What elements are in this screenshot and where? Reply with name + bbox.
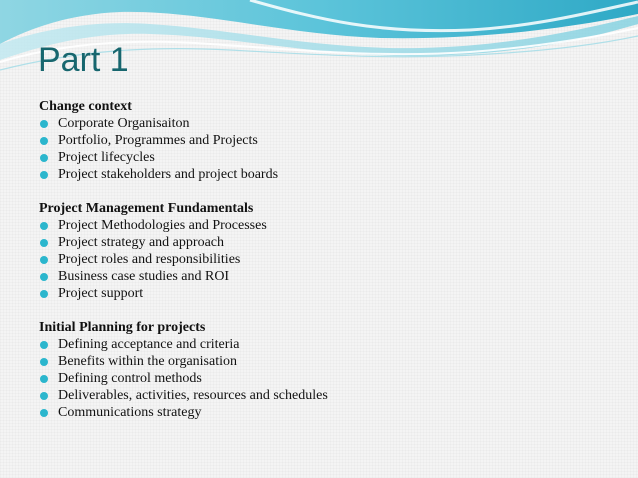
list-item-text: Portfolio, Programmes and Projects [58, 133, 258, 148]
list-item-text: Business case studies and ROI [58, 269, 230, 284]
section-change-context [39, 98, 619, 183]
list-item [39, 234, 619, 251]
bullet-icon [40, 290, 48, 298]
list-item [39, 268, 619, 285]
slide-content [39, 98, 619, 438]
list-item [39, 370, 619, 387]
list-item-text: Project roles and responsibilities [58, 252, 241, 267]
section-heading: Project Management Fundamentals [39, 201, 254, 216]
bullet-icon [40, 375, 48, 383]
list-item-text: Project strategy and approach [58, 235, 224, 250]
bullet-icon [40, 171, 48, 179]
list-item [39, 217, 619, 234]
bullet-icon [40, 256, 48, 264]
bullet-list [39, 115, 619, 183]
bullet-icon [40, 273, 48, 281]
list-item-text: Project Methodologies and Processes [58, 218, 267, 233]
bullet-icon [40, 137, 48, 145]
list-item [39, 115, 619, 132]
list-item-text: Deliverables, activities, resources and schedules [58, 388, 328, 403]
bullet-icon [40, 341, 48, 349]
list-item [39, 387, 619, 404]
section-project-management-fundamentals [39, 200, 619, 302]
bullet-icon [40, 358, 48, 366]
bullet-list [39, 217, 619, 302]
bullet-icon [40, 392, 48, 400]
list-item-text: Corporate Organisaiton [58, 116, 190, 131]
bullet-list [39, 336, 619, 421]
list-item [39, 149, 619, 166]
list-item-text: Project lifecycles [58, 150, 155, 165]
bullet-icon [40, 409, 48, 417]
list-item [39, 166, 619, 183]
list-item-text: Defining control methods [58, 371, 202, 386]
list-item [39, 132, 619, 149]
list-item-text: Benefits within the organisation [58, 354, 237, 369]
bullet-icon [40, 120, 48, 128]
list-item [39, 285, 619, 302]
section-initial-planning [39, 319, 619, 421]
list-item [39, 251, 619, 268]
slide-title: Part 1 [38, 41, 129, 79]
list-item-text: Project support [58, 286, 144, 301]
list-item [39, 336, 619, 353]
list-item [39, 353, 619, 370]
section-heading: Change context [39, 99, 132, 114]
list-item-text: Project stakeholders and project boards [58, 167, 279, 182]
list-item-text: Defining acceptance and criteria [58, 337, 240, 352]
bullet-icon [40, 154, 48, 162]
section-heading: Initial Planning for projects [39, 320, 206, 335]
bullet-icon [40, 239, 48, 247]
list-item-text: Communications strategy [58, 405, 202, 420]
list-item [39, 404, 619, 421]
bullet-icon [40, 222, 48, 230]
